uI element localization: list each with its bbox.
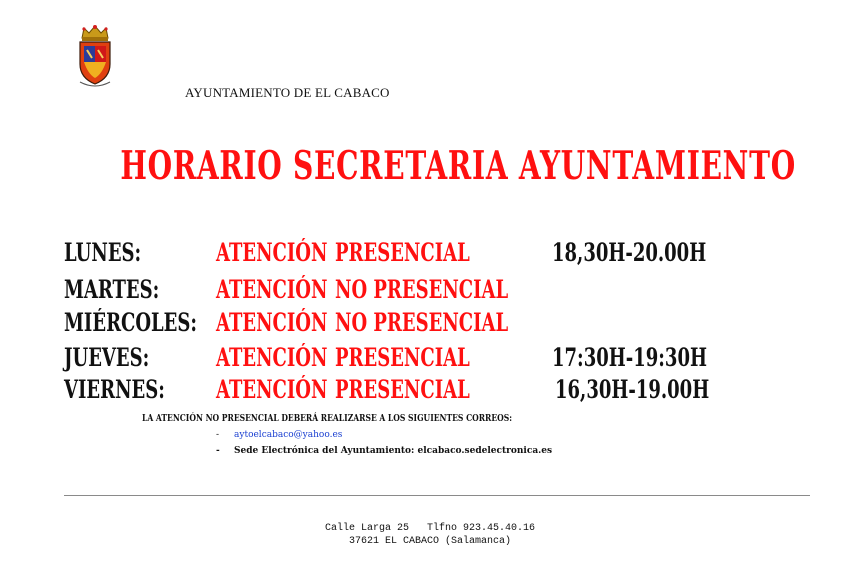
list-bullet: -	[216, 446, 220, 456]
town-hall-name: AYUNTAMIENTO DE EL CABACO	[185, 85, 390, 100]
remote-attention-note: LA ATENCIÓN NO PRESENCIAL DEBERÁ REALIZARSE A LOS SIGUIENTES CORREOS:	[142, 413, 513, 424]
page-title: HORARIO SECRETARIA AYUNTAMIENTO	[120, 143, 796, 189]
contact-sede-item	[216, 446, 552, 456]
schedule-attention: ATENCIÓN	[216, 375, 328, 404]
schedule-day: JUEVES:	[64, 343, 150, 372]
schedule-mode: PRESENCIAL	[335, 375, 470, 404]
schedule-row-friday	[0, 375, 860, 407]
schedule-day: MARTES:	[64, 275, 160, 304]
contact-email-item	[216, 430, 342, 440]
footer-postal-line: 37621 EL CABACO (Salamanca)	[348, 536, 512, 547]
schedule-attention: ATENCIÓN	[216, 238, 328, 267]
contact-email-link[interactable]: aytoelcabaco@yahoo.es	[234, 430, 343, 440]
schedule-day: VIERNES:	[64, 375, 165, 404]
schedule-day: LUNES:	[64, 238, 142, 267]
municipal-crest-icon	[76, 24, 114, 90]
schedule-hours: 18,30H-20.00H	[552, 238, 707, 267]
schedule-mode: PRESENCIAL	[335, 238, 470, 267]
footer-address-line: Calle Larga 25 Tlfno 923.45.40.16	[324, 523, 536, 534]
contact-sede-text: Sede Electrónica del Ayuntamiento: elcabaco.sedelectronica.es	[234, 446, 553, 456]
schedule-day: MIÉRCOLES:	[64, 308, 198, 337]
schedule-row-thursday	[0, 343, 860, 375]
schedule-attention: ATENCIÓN	[216, 308, 328, 337]
schedule-mode: NO PRESENCIAL	[335, 308, 509, 337]
schedule-attention: ATENCIÓN	[216, 343, 328, 372]
schedule-attention: ATENCIÓN	[216, 275, 328, 304]
schedule-hours: 16,30H-19.00H	[555, 375, 710, 404]
schedule-row-tuesday	[0, 275, 860, 307]
schedule-mode: PRESENCIAL	[335, 343, 470, 372]
schedule-row-monday	[0, 238, 860, 270]
schedule-row-wednesday	[0, 308, 860, 340]
schedule-mode: NO PRESENCIAL	[335, 275, 509, 304]
footer-divider	[64, 495, 810, 496]
list-bullet: -	[216, 430, 220, 440]
schedule-hours: 17:30H-19:30H	[552, 343, 707, 372]
